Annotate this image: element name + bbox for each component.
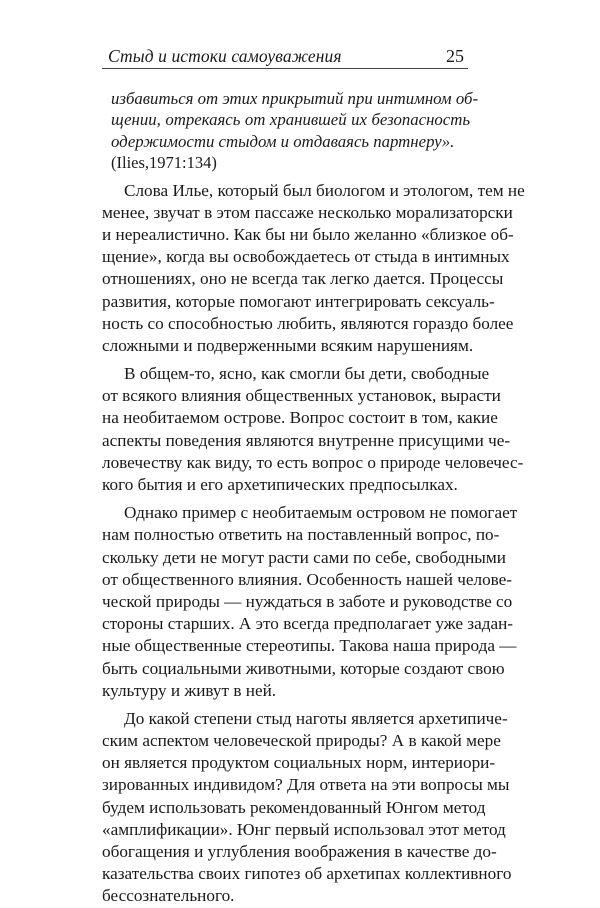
paragraph-line: нам полностью ответить на поставленный вопрос, по- bbox=[102, 525, 500, 545]
paragraph-line: обогащения и углубления воображения в качестве до- bbox=[102, 842, 497, 861]
page-body bbox=[102, 88, 525, 908]
paragraph-line: Однако пример с необитаемым островом не помогает bbox=[124, 503, 518, 523]
paragraph-line: менее, звучат в этом пассаже несколько морализаторски bbox=[102, 202, 513, 222]
paragraph-line: «амплификации». Юнг первый использовал этот метод bbox=[102, 819, 506, 839]
running-header bbox=[102, 44, 468, 69]
paragraph-1 bbox=[102, 180, 525, 358]
quote-line: избавиться от этих прикрытий при интимном об- bbox=[111, 89, 479, 108]
paragraph-line: ским аспектом человеческой природы? А в какой мере bbox=[102, 731, 501, 751]
paragraph-line: от всякого влияния общественных установок, вырасти bbox=[102, 386, 501, 406]
paragraph-line: ловечеству как виду, то есть вопрос о природе человечес- bbox=[102, 452, 524, 472]
paragraph-line: будем использовать рекомендованный Юнгом метод bbox=[102, 797, 486, 817]
paragraph-line: отношениях, оно не всегда так легко дается. Процессы bbox=[102, 269, 504, 289]
paragraph-line: аспекты поведения являются внутренне присущими че- bbox=[102, 430, 511, 450]
paragraph-line: культуру и живут в ней. bbox=[102, 680, 277, 700]
paragraph-line: ные общественные стереотипы. Такова наша природа — bbox=[102, 636, 517, 656]
paragraph-line: он является продуктом социальных норм, интериори- bbox=[102, 753, 496, 773]
paragraph-line: ческой природы — нуждаться в заботе и руководстве со bbox=[102, 591, 513, 611]
paragraph-2 bbox=[102, 363, 524, 496]
paragraph-line: До какой степени стыд наготы является архетипиче- bbox=[124, 708, 508, 728]
paragraph-line: казательства своих гипотез об архетипах коллективного bbox=[102, 864, 512, 884]
quote-citation: (Ilies,1971:134) bbox=[111, 153, 217, 173]
block-quote bbox=[111, 88, 479, 152]
paragraph-line: и нереалистично. Как бы ни было желанно «близкое об- bbox=[102, 224, 514, 244]
quote-line: одержимости стыдом и отдаваясь партнеру». bbox=[111, 131, 455, 151]
paragraph-line: сложными и подверженными всяким нарушениям. bbox=[102, 335, 474, 355]
paragraph-line: скольку дети не могут расти сами по себе, свободными bbox=[102, 547, 506, 567]
paragraph-line: кого бытия и его архетипических предпосылках. bbox=[102, 475, 458, 494]
paragraph-line: ность со способностью любить, являются гораздо более bbox=[102, 313, 514, 333]
paragraph-4 bbox=[102, 708, 512, 908]
paragraph-line: бессознательного. bbox=[102, 886, 235, 906]
paragraph-line: развития, которые помогают интегрировать сексуаль- bbox=[102, 291, 495, 311]
paragraph-line: быть социальными животными, которые создают свою bbox=[102, 658, 505, 678]
paragraph-line: щение», когда вы освобождаетесь от стыда в интимных bbox=[102, 247, 510, 267]
paragraph-line: стороны старших. А это всегда предполагает уже задан- bbox=[102, 614, 514, 634]
running-title: Стыд и истоки самоуважения bbox=[108, 46, 342, 66]
paragraph-line: на необитаемом острове. Вопрос состоит в том, какие bbox=[102, 408, 498, 428]
quote-citation-block bbox=[111, 152, 470, 173]
paragraph-line: Слова Илье, который был биологом и этологом, тем не bbox=[124, 180, 525, 200]
page-number: 25 bbox=[446, 46, 464, 66]
paragraph-line: В общем-то, ясно, как смогли бы дети, свободные bbox=[124, 364, 490, 384]
quote-line: щении, отрекаясь от хранившей их безопасность bbox=[111, 110, 470, 130]
paragraph-line: от общественного влияния. Особенность нашей челове- bbox=[102, 569, 513, 589]
paragraph-line: зированных индивидом? Для ответа на эти вопросы мы bbox=[102, 775, 510, 795]
paragraph-3 bbox=[102, 502, 518, 702]
